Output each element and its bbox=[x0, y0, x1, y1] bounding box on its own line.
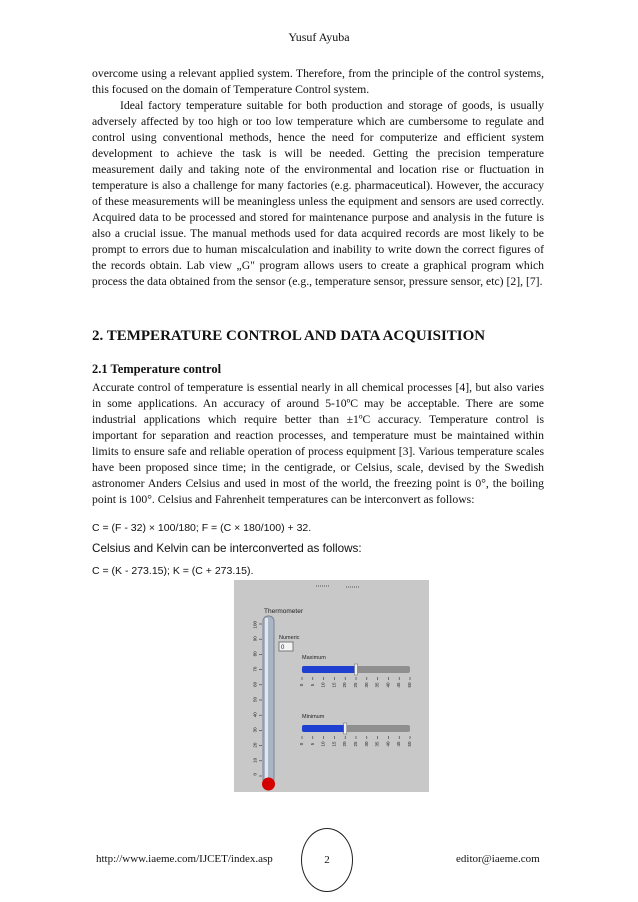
thermometer-tube bbox=[263, 616, 274, 784]
thermometer-tick-label: 10 bbox=[252, 757, 258, 763]
slider-tick-label: 35 bbox=[374, 741, 380, 747]
slider-fill bbox=[302, 666, 356, 673]
slider-thumb bbox=[355, 664, 358, 675]
slider-tick-label: 10 bbox=[320, 741, 326, 747]
slider-tick-label: 30 bbox=[363, 741, 369, 747]
section-heading: 2. TEMPERATURE CONTROL AND DATA ACQUISITION bbox=[92, 328, 486, 344]
thermometer-tick-label: 100 bbox=[252, 621, 258, 629]
slider-thumb bbox=[344, 723, 347, 734]
slider-tick-label: 5 bbox=[309, 742, 315, 746]
thermometer-highlight bbox=[265, 618, 268, 778]
footer-url[interactable]: http://www.iaeme.com/IJCET/index.asp bbox=[96, 853, 273, 865]
slider-tick-label: 25 bbox=[353, 682, 358, 688]
slider-tick-label: 20 bbox=[342, 741, 348, 747]
slider-tick-label: 45 bbox=[396, 682, 402, 688]
subsection-heading: 2.1 Temperature control bbox=[92, 362, 222, 376]
page-number-circle bbox=[301, 828, 353, 892]
thermometer-tick-label: 30 bbox=[252, 727, 258, 733]
maximum-label: Maximum bbox=[302, 655, 326, 661]
slider-tick-label: 45 bbox=[396, 741, 402, 747]
slider-tick-label: 20 bbox=[342, 682, 348, 688]
slider-tick-label: 15 bbox=[331, 741, 337, 747]
thermometer-tick-label: 0 bbox=[252, 773, 258, 776]
thermometer-tick-label: 20 bbox=[252, 742, 258, 748]
page-header: Yusuf Ayuba bbox=[288, 30, 350, 44]
front-panel-svg bbox=[234, 580, 429, 792]
numeric-value: 0 bbox=[281, 645, 285, 651]
formula-celsius-fahrenheit: C = (F - 32) × 100/180; F = (C × 180/100) + 32. bbox=[92, 522, 312, 534]
formula-celsius-kelvin: C = (K - 273.15); K = (C + 273.15). bbox=[92, 565, 254, 577]
thermometer-tick-label: 90 bbox=[252, 636, 258, 642]
thermometer-tick-label: 40 bbox=[252, 712, 258, 718]
slider-tick-label: 40 bbox=[385, 741, 391, 747]
slider-tick-label: 10 bbox=[320, 682, 326, 688]
slider-tick-label: 0 bbox=[299, 742, 304, 746]
temperature-control-paragraph: Accurate control of temperature is essential nearly in all chemical processes [4], but also varies in some applications. An accuracy of around 5-10ºC may be acceptable. There are some industrial applications which require better than ±1ºC accuracy. Temperature control is important for separation and reaction processes, and temperature must be maintained within limits to ensure safe and reliable operation of process equipment [3]. Various temperature scales have been proposed since time; in the centigrade, or Celsius, scale, devised by the Swedish astronomer Anders Celsius and used in most of the world, the freezing point is 0°, the boiling point is 100°. Celsius and Fahrenheit temperatures can be interconvert as follows: bbox=[92, 381, 544, 506]
minimum-label: Minimum bbox=[302, 714, 325, 720]
numeric-label: Numeric bbox=[279, 635, 300, 641]
intro-body-text: Ideal factory temperature suitable for both production and storage of goods, is usually adversely affected by too high or too low temperature which are cumbersome to regulate and control using conventional methods, hence the need for computerize and efficient system development to achieve the task is will be needed. Getting the precision temperature measurement daily and taking note of the environmental and location rise or fluctuation in temperature is also a challenge for many factories (e.g. pharmaceutical). However, the accuracy of these measurements will be meaningless unless the equipment and sensors are used correctly. Acquired data to be processed and stored for maintenance purpose and analysis in the future is also a crucial issue. The manual methods used for data acquired records are most likely to be prompt to errors due to human miscalculation and inability to write down the correct figures of the records obtain. Lab view „G" program allows users to create a graphical program which process the data obtained from the sensor (e.g., temperature sensor, pressure sensor, etc) [2], [7]. bbox=[92, 99, 544, 288]
labview-front-panel-figure bbox=[234, 580, 429, 792]
thermometer-tick-label: 50 bbox=[252, 697, 258, 703]
thermometer-bulb bbox=[262, 778, 275, 791]
thermometer-tick-label: 80 bbox=[252, 651, 258, 657]
slider-tick-label: 25 bbox=[353, 741, 358, 747]
slider-tick-label: 50 bbox=[407, 741, 412, 747]
thermometer-label: Thermometer bbox=[264, 608, 304, 615]
slider-fill bbox=[302, 725, 345, 732]
footer-email[interactable]: editor@iaeme.com bbox=[456, 853, 540, 865]
slider-tick-label: 40 bbox=[385, 682, 391, 688]
slider-tick-label: 15 bbox=[331, 682, 337, 688]
intro-lead-text: overcome using a relevant applied system. Therefore, from the principle of the control systems, this focused on the domain of Temperature Control system. bbox=[92, 67, 544, 96]
slider-tick-label: 0 bbox=[299, 683, 304, 687]
thermometer-tick-label: 70 bbox=[252, 666, 258, 672]
intro-paragraph bbox=[92, 66, 544, 290]
slider-tick-label: 5 bbox=[309, 683, 315, 687]
page-number: 2 bbox=[324, 854, 330, 866]
slider-tick-label: 30 bbox=[363, 682, 369, 688]
slider-tick-label: 50 bbox=[407, 682, 412, 688]
formula-kelvin-intro: Celsius and Kelvin can be interconverted as follows: bbox=[92, 542, 362, 555]
slider-tick-label: 35 bbox=[374, 682, 380, 688]
thermometer-tick-label: 60 bbox=[252, 681, 258, 687]
